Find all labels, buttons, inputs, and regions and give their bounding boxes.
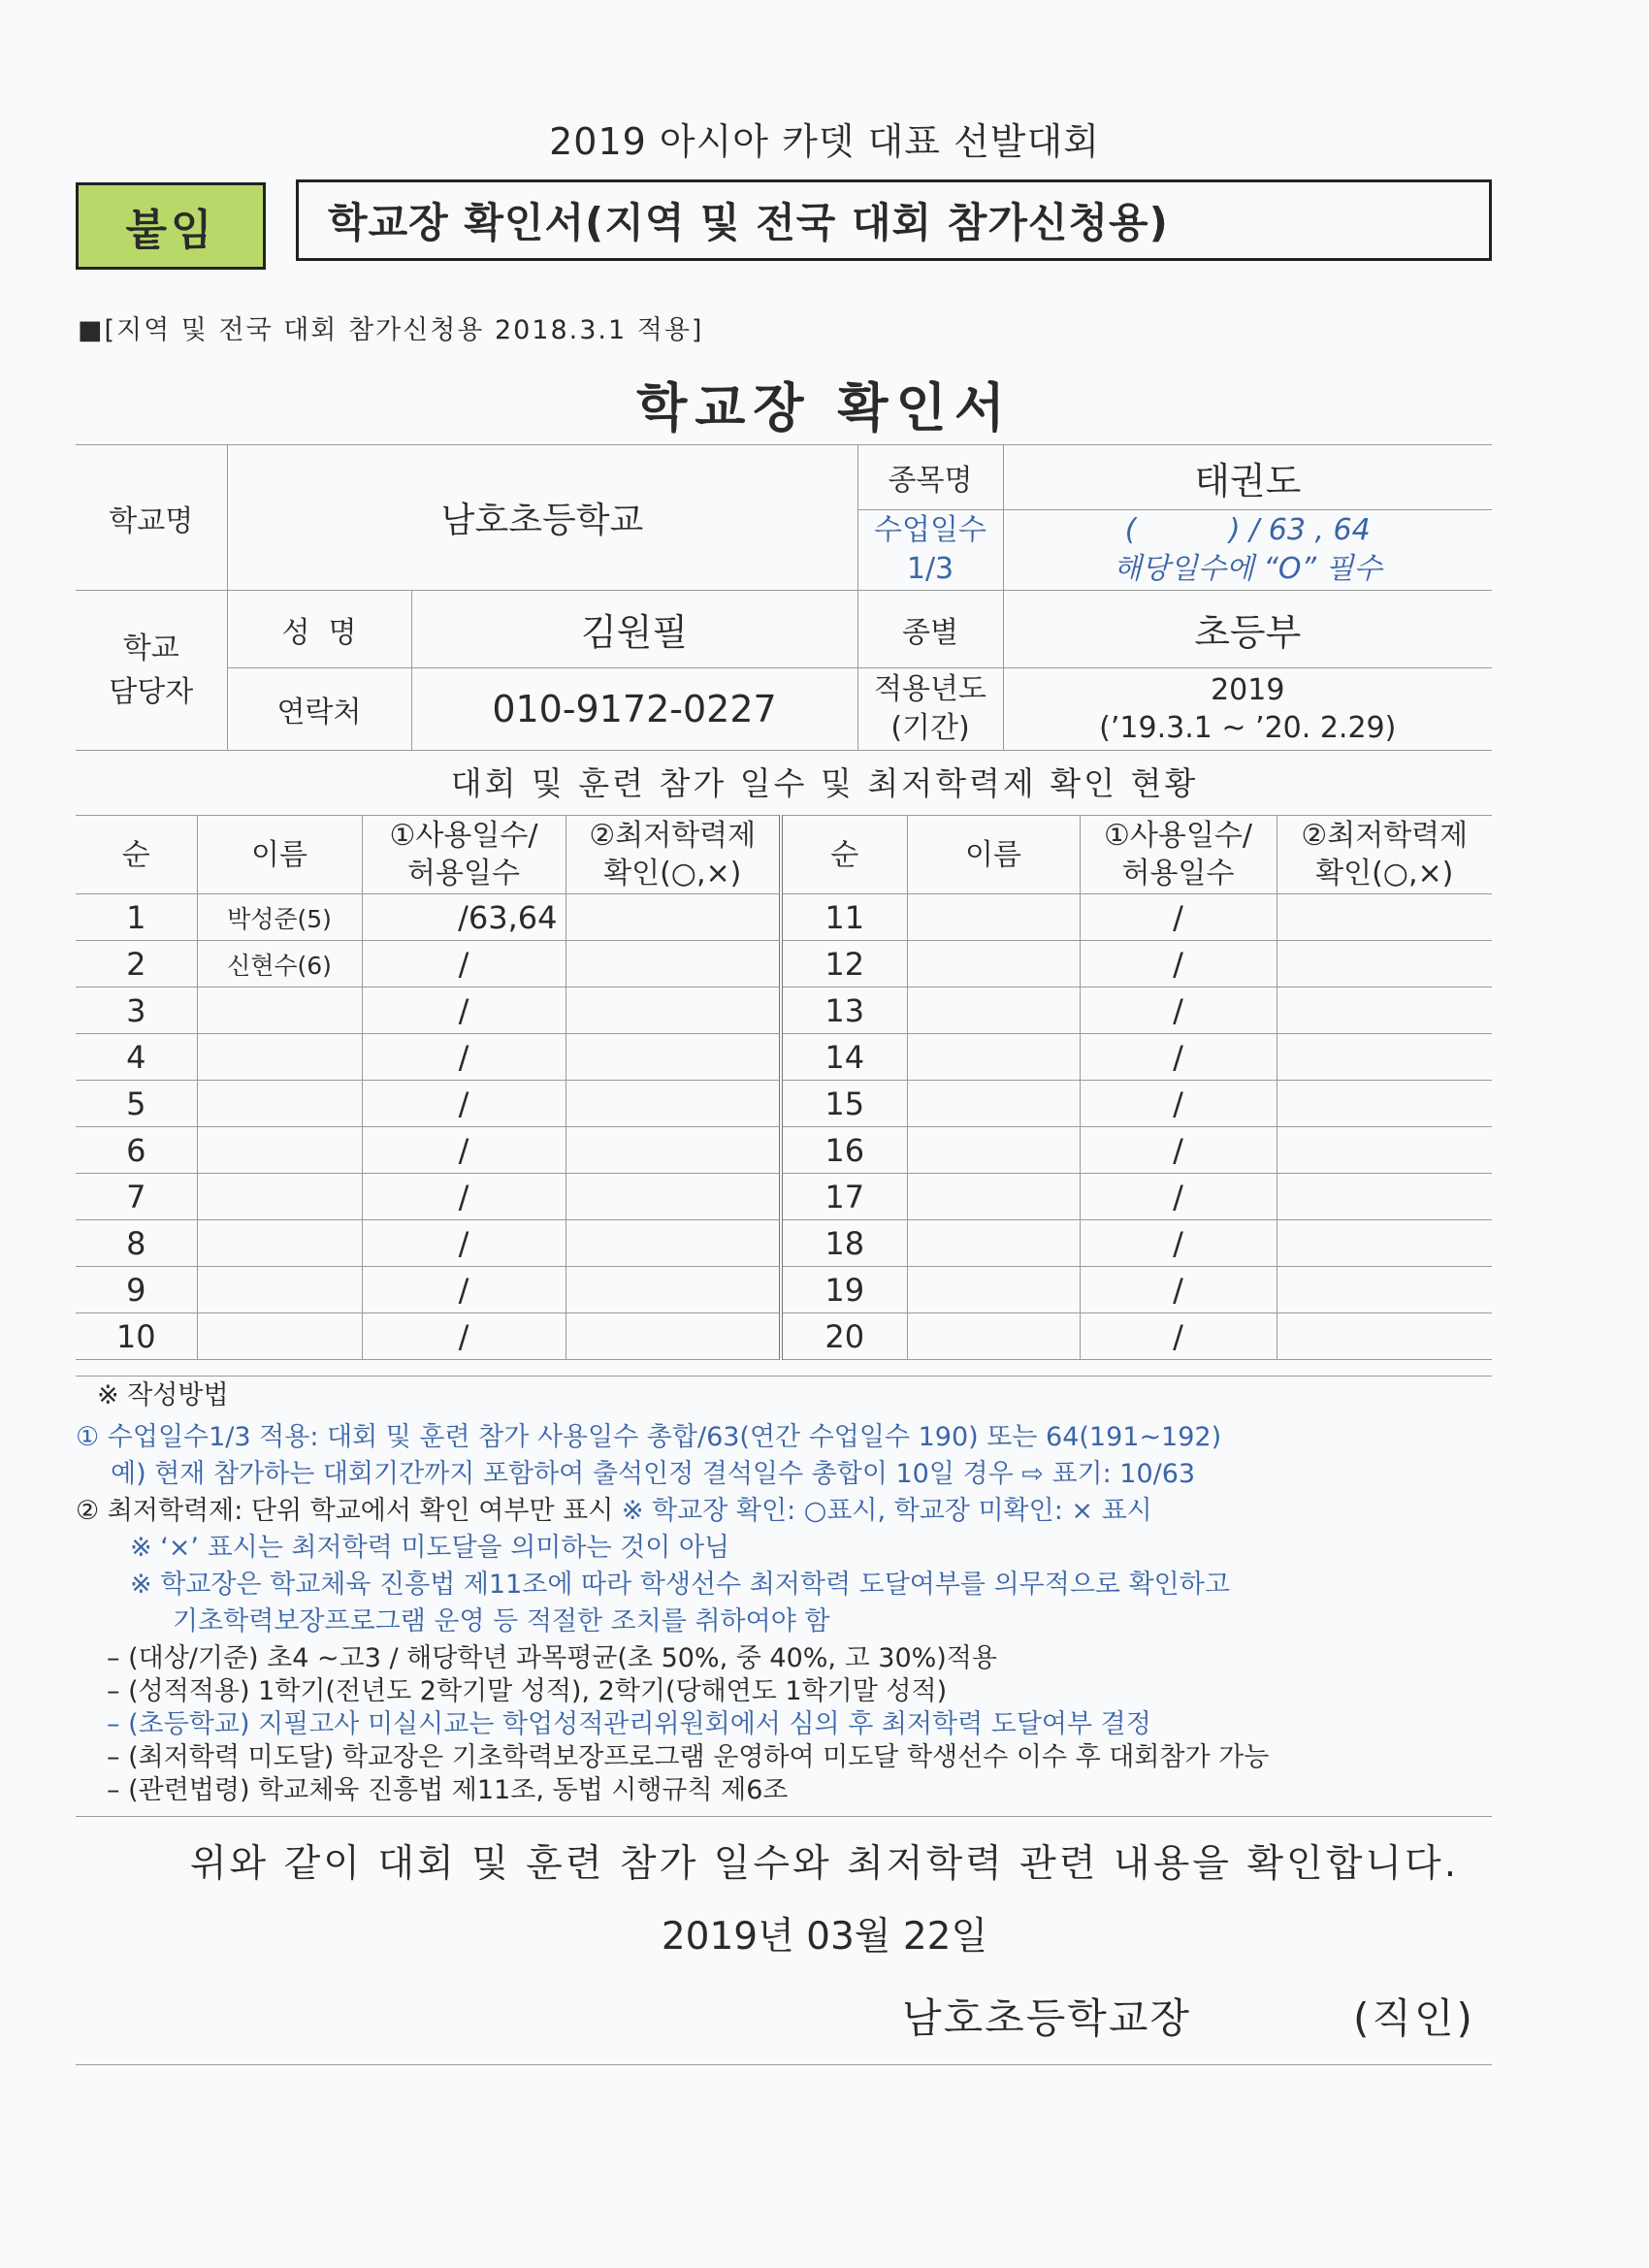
row-name: [197, 1174, 362, 1220]
method-line-10: – (최저학력 미도달) 학교장은 기초학력보장프로그램 운영하여 미도달 학생선수 이수 후 대회참가 가능: [107, 1742, 1270, 1772]
method-line-9: – (초등학교) 지필고사 미실시교는 학업성적관리위원회에서 심의 후 최저학력 도달여부 결정: [107, 1709, 1151, 1739]
method-line-3b: ※ 학교장 확인: ○표시, 학교장 미확인: × 표시: [621, 1496, 1152, 1526]
year-value-line1: 2019: [1211, 673, 1285, 707]
row-no: 15: [781, 1081, 907, 1127]
row-no: 2: [76, 941, 197, 988]
issue-date: 2019년 03월 22일: [661, 1915, 988, 1959]
row-days: /: [362, 988, 566, 1034]
row-name: [907, 988, 1080, 1034]
row-check: [1277, 1034, 1492, 1081]
header-check-line2: 확인(○,×): [1315, 857, 1454, 891]
row-check: [566, 894, 781, 941]
row-name: [907, 1034, 1080, 1081]
manager-name: 김원필: [411, 591, 857, 668]
row-no: 19: [781, 1267, 907, 1313]
section-title: 대회 및 훈련 참가 일수 및 최저학력제 확인 현황: [450, 764, 1199, 802]
row-check: [1277, 988, 1492, 1034]
class-days-value-line1: ( ) / 63 , 64: [1124, 512, 1371, 547]
year-label-line2: (기간): [890, 711, 970, 745]
method-line-1: ① 수업일수1/3 적용: 대회 및 훈련 참가 사용일수 총합/63(연간 수업일수 190) 또는 64(191~192): [76, 1422, 1222, 1452]
row-check: [566, 1081, 781, 1127]
header-days-line2: 허용일수: [1121, 857, 1235, 891]
table-row: [76, 1267, 1492, 1313]
table-row: [76, 894, 1492, 941]
row-no: 1: [76, 894, 197, 941]
table-row: [76, 1174, 1492, 1220]
participants-table: [76, 815, 1492, 1360]
row-days: /: [362, 1081, 566, 1127]
class-days-label-line1: 수업일수: [874, 512, 986, 547]
row-check: [566, 1220, 781, 1267]
row-check: [566, 1267, 781, 1313]
row-no: 11: [781, 894, 907, 941]
official-seal: (직인): [1353, 1994, 1475, 2042]
method-line-2: 예) 현재 참가하는 대회기간까지 포함하여 출석인정 결석일수 총합이 10일 경우 ⇨ 표기: 10/63: [111, 1459, 1196, 1489]
header-days: [1080, 816, 1277, 894]
table-row: [76, 1127, 1492, 1174]
row-name: 박성준(5): [197, 894, 362, 941]
divider: [76, 1376, 1492, 1377]
row-no: 5: [76, 1081, 197, 1127]
table-row: [76, 1034, 1492, 1081]
category-label: 종별: [857, 591, 1003, 668]
header-days-line2: 허용일수: [407, 857, 520, 891]
class-days-value-line2: 해당일수에 “O” 필수: [1113, 552, 1382, 586]
row-days: /: [1080, 1313, 1277, 1360]
class-days-label: [857, 510, 1003, 591]
year-value-line2: (’19.3.1 ~ ’20. 2.29): [1099, 711, 1397, 745]
row-days: /: [1080, 894, 1277, 941]
year-label: [857, 668, 1003, 751]
row-name: [197, 988, 362, 1034]
header-name: 이름: [197, 816, 362, 894]
row-name: 신현수(6): [197, 941, 362, 988]
row-no: 20: [781, 1313, 907, 1360]
row-check: [1277, 1220, 1492, 1267]
row-days: /: [1080, 988, 1277, 1034]
row-check: [1277, 1127, 1492, 1174]
header-no: 순: [781, 816, 907, 894]
manager-label-line1: 학교: [122, 632, 179, 665]
row-check: [566, 988, 781, 1034]
row-name: [907, 941, 1080, 988]
row-name: [197, 1127, 362, 1174]
row-check: [1277, 1313, 1492, 1360]
row-no: 4: [76, 1034, 197, 1081]
header-check-line2: 확인(○,×): [603, 857, 742, 891]
row-no: 3: [76, 988, 197, 1034]
row-name: [197, 1313, 362, 1360]
row-name: [907, 1267, 1080, 1313]
row-check: [566, 1313, 781, 1360]
table-row: [76, 1081, 1492, 1127]
row-check: [566, 941, 781, 988]
row-check: [1277, 1267, 1492, 1313]
row-days: /: [1080, 1267, 1277, 1313]
class-days-label-line2: 1/3: [906, 552, 954, 586]
row-no: 7: [76, 1174, 197, 1220]
row-days: /63,64: [362, 894, 566, 941]
row-days: /: [362, 1313, 566, 1360]
name-label: 성 명: [227, 591, 411, 668]
row-no: 13: [781, 988, 907, 1034]
row-name: [907, 894, 1080, 941]
row-name: [907, 1127, 1080, 1174]
row-days: /: [362, 1034, 566, 1081]
header-days: [362, 816, 566, 894]
contact-value: 010-9172-0227: [411, 668, 857, 751]
row-name: [907, 1174, 1080, 1220]
manager-label: [76, 591, 227, 751]
row-days: /: [362, 1220, 566, 1267]
row-days: /: [362, 941, 566, 988]
row-check: [566, 1127, 781, 1174]
header-check: [1277, 816, 1492, 894]
header-check-line1: ②최저학력제: [589, 819, 757, 853]
row-check: [566, 1174, 781, 1220]
header-no: 순: [76, 816, 197, 894]
row-no: 9: [76, 1267, 197, 1313]
divider: [76, 1816, 1492, 1817]
method-line-3a: ② 최저학력제: 단위 학교에서 확인 여부만 표시: [76, 1496, 614, 1526]
sport-value: 태권도: [1003, 445, 1492, 510]
row-no: 8: [76, 1220, 197, 1267]
method-line-6: 기초학력보장프로그램 운영 등 적절한 조치를 취하여야 함: [173, 1606, 830, 1636]
row-days: /: [362, 1174, 566, 1220]
method-title: ※ 작성방법: [97, 1380, 229, 1410]
class-days-value: [1003, 510, 1492, 591]
method-line-5: ※ 학교장은 학교체육 진흥법 제11조에 따라 학생선수 최저학력 도달여부를 의무적으로 확인하고: [130, 1570, 1230, 1600]
contact-label: 연락처: [227, 668, 411, 751]
year-value: [1003, 668, 1492, 751]
row-check: [1277, 894, 1492, 941]
row-name: [907, 1220, 1080, 1267]
row-days: /: [1080, 1174, 1277, 1220]
school-info-table: [76, 444, 1492, 751]
application-note: ■[지역 및 전국 대회 참가신청용 2018.3.1 적용]: [78, 315, 704, 345]
year-label-line1: 적용년도: [874, 671, 986, 706]
table-row: [76, 1220, 1492, 1267]
row-no: 6: [76, 1127, 197, 1174]
school-label: 학교명: [76, 445, 227, 591]
row-days: /: [1080, 1127, 1277, 1174]
method-line-11: – (관련법령) 학교체육 진흥법 제11조, 동법 시행규칙 제6조: [107, 1775, 789, 1805]
row-no: 10: [76, 1313, 197, 1360]
header-name: 이름: [907, 816, 1080, 894]
row-days: /: [362, 1127, 566, 1174]
row-name: [197, 1034, 362, 1081]
table-row: [76, 941, 1492, 988]
row-days: /: [1080, 1034, 1277, 1081]
row-no: 16: [781, 1127, 907, 1174]
manager-label-line2: 담당자: [109, 675, 194, 709]
method-line-8: – (성적적용) 1학기(전년도 2학기말 성적), 2학기(당해연도 1학기말 성적): [107, 1676, 948, 1706]
document-title: 학교장 확인서: [636, 377, 1013, 438]
method-line-7: – (대상/기준) 초4 ~고3 / 해당학년 과목평균(초 50%, 중 40%, 고 30%)적용: [107, 1643, 997, 1673]
divider: [76, 2064, 1492, 2065]
row-name: [907, 1081, 1080, 1127]
row-check: [1277, 1174, 1492, 1220]
event-title: 2019 아시아 카뎃 대표 선발대회: [549, 120, 1100, 163]
table-row: [76, 1313, 1492, 1360]
row-name: [197, 1081, 362, 1127]
category-value: 초등부: [1003, 591, 1492, 668]
method-line-4: ※ ‘×’ 표시는 최저학력 미도달을 의미하는 것이 아님: [130, 1533, 730, 1563]
table-row: [76, 988, 1492, 1034]
school-name: 남호초등학교: [227, 445, 857, 591]
row-check: [1277, 941, 1492, 988]
attachment-tag: 붙임: [76, 182, 266, 270]
row-days: /: [362, 1267, 566, 1313]
principal-signature: 남호초등학교장: [902, 1994, 1192, 2042]
row-no: 17: [781, 1174, 907, 1220]
row-name: [197, 1267, 362, 1313]
header-days-line1: ①사용일수/: [389, 819, 538, 853]
row-name: [197, 1220, 362, 1267]
confirmation-statement: 위와 같이 대회 및 훈련 참가 일수와 최저학력 관련 내용을 확인합니다.: [189, 1842, 1460, 1886]
row-check: [1277, 1081, 1492, 1127]
row-no: 12: [781, 941, 907, 988]
header-check: [566, 816, 781, 894]
row-no: 14: [781, 1034, 907, 1081]
row-days: /: [1080, 1081, 1277, 1127]
row-days: /: [1080, 941, 1277, 988]
row-name: [907, 1313, 1080, 1360]
method-line-3: [76, 1493, 1152, 1530]
row-check: [566, 1034, 781, 1081]
header-check-line1: ②최저학력제: [1301, 819, 1469, 853]
form-heading: 학교장 확인서(지역 및 전국 대회 참가신청용): [296, 179, 1492, 261]
row-no: 18: [781, 1220, 907, 1267]
header-days-line1: ①사용일수/: [1104, 819, 1252, 853]
row-days: /: [1080, 1220, 1277, 1267]
sport-label: 종목명: [857, 445, 1003, 510]
